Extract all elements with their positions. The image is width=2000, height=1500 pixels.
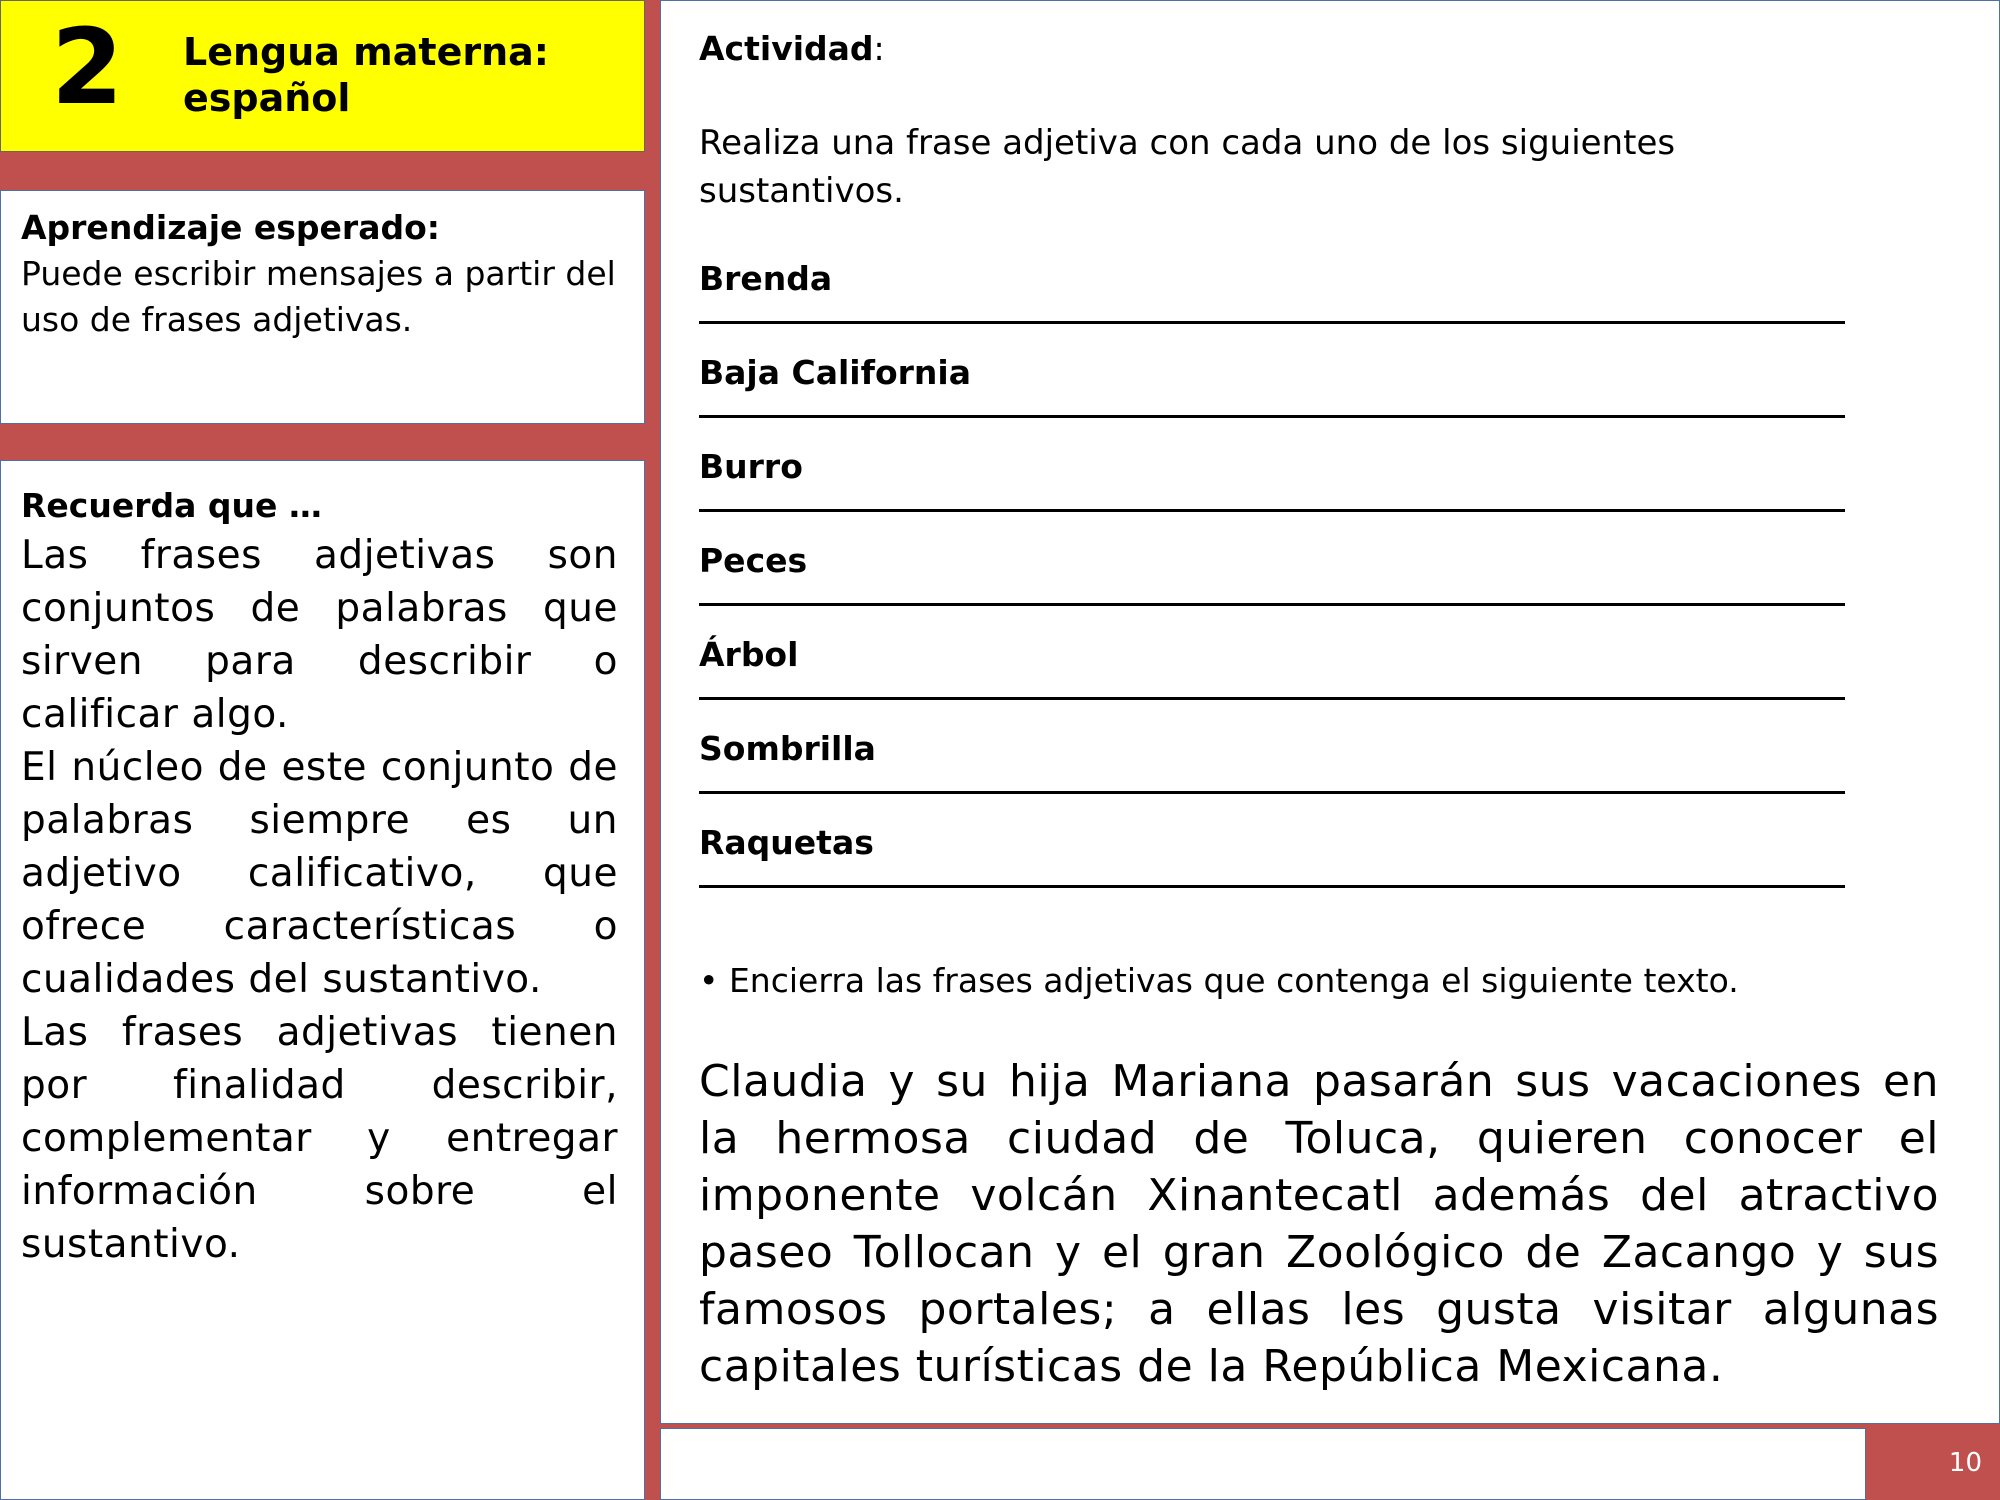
noun-row xyxy=(699,635,1845,729)
subject-title-line-1: Lengua materna: xyxy=(183,30,549,74)
answer-line[interactable] xyxy=(699,509,1845,512)
noun-row xyxy=(699,259,1845,353)
noun-label: Sombrilla xyxy=(699,729,876,768)
noun-row xyxy=(699,729,1845,823)
activity-label-text: Actividad xyxy=(699,29,874,68)
expected-learning-box xyxy=(0,190,645,424)
answer-line[interactable] xyxy=(699,603,1845,606)
activity-label: Actividad: xyxy=(699,29,885,68)
remember-paragraph: Las frases adjetivas tienen por finalidad describir, complementar y entregar información sobre el sustantivo. xyxy=(21,1010,618,1267)
answer-line[interactable] xyxy=(699,791,1845,794)
noun-label: Raquetas xyxy=(699,823,874,862)
story-text: Claudia y su hija Mariana pasarán sus vacaciones en la hermosa ciudad de Toluca, quieren conocer el imponente volcán Xinantecatl además del atractivo paseo Tollocan y el gran Zoológico de Zacango y sus famosos portales; a ellas les gusta visitar algunas capitales turísticas de la República Mexicana. xyxy=(699,1056,1939,1392)
answer-line[interactable] xyxy=(699,697,1845,700)
subject-title-line-2: español xyxy=(183,76,351,120)
answer-line[interactable] xyxy=(699,415,1845,418)
unit-header xyxy=(0,0,645,152)
answer-line[interactable] xyxy=(699,885,1845,888)
circle-instruction: • Encierra las frases adjetivas que contenga el siguiente texto. xyxy=(699,961,1739,1000)
unit-number: 2 xyxy=(51,6,124,128)
noun-label: Burro xyxy=(699,447,803,486)
expected-learning-text: Puede escribir mensajes a partir del uso de frases adjetivas. xyxy=(21,254,616,339)
expected-learning-heading: Aprendizaje esperado: xyxy=(21,208,440,247)
footer-box xyxy=(660,1428,1866,1500)
answer-line[interactable] xyxy=(699,321,1845,324)
remember-box xyxy=(0,460,645,1500)
subject-title xyxy=(183,29,623,121)
activity-instructions: Realiza una frase adjetiva con cada uno de los siguientes sustantivos. xyxy=(699,123,1676,211)
noun-row xyxy=(699,353,1845,447)
noun-row xyxy=(699,823,1845,917)
noun-row xyxy=(699,447,1845,541)
remember-paragraph: El núcleo de este conjunto de palabras siempre es un adjetivo calificativo, que ofrece características o cualidades del sustantivo. xyxy=(21,745,618,1002)
noun-label: Peces xyxy=(699,541,808,580)
noun-label: Brenda xyxy=(699,259,833,298)
noun-label: Baja California xyxy=(699,353,971,392)
noun-label: Árbol xyxy=(699,635,799,674)
activity-box xyxy=(660,0,2000,1424)
remember-paragraph: Las frases adjetivas son conjuntos de palabras que sirven para describir o calificar algo. xyxy=(21,533,618,737)
remember-heading: Recuerda que … xyxy=(21,486,322,525)
noun-row xyxy=(699,541,1845,635)
page-number: 10 xyxy=(1948,1448,1982,1478)
